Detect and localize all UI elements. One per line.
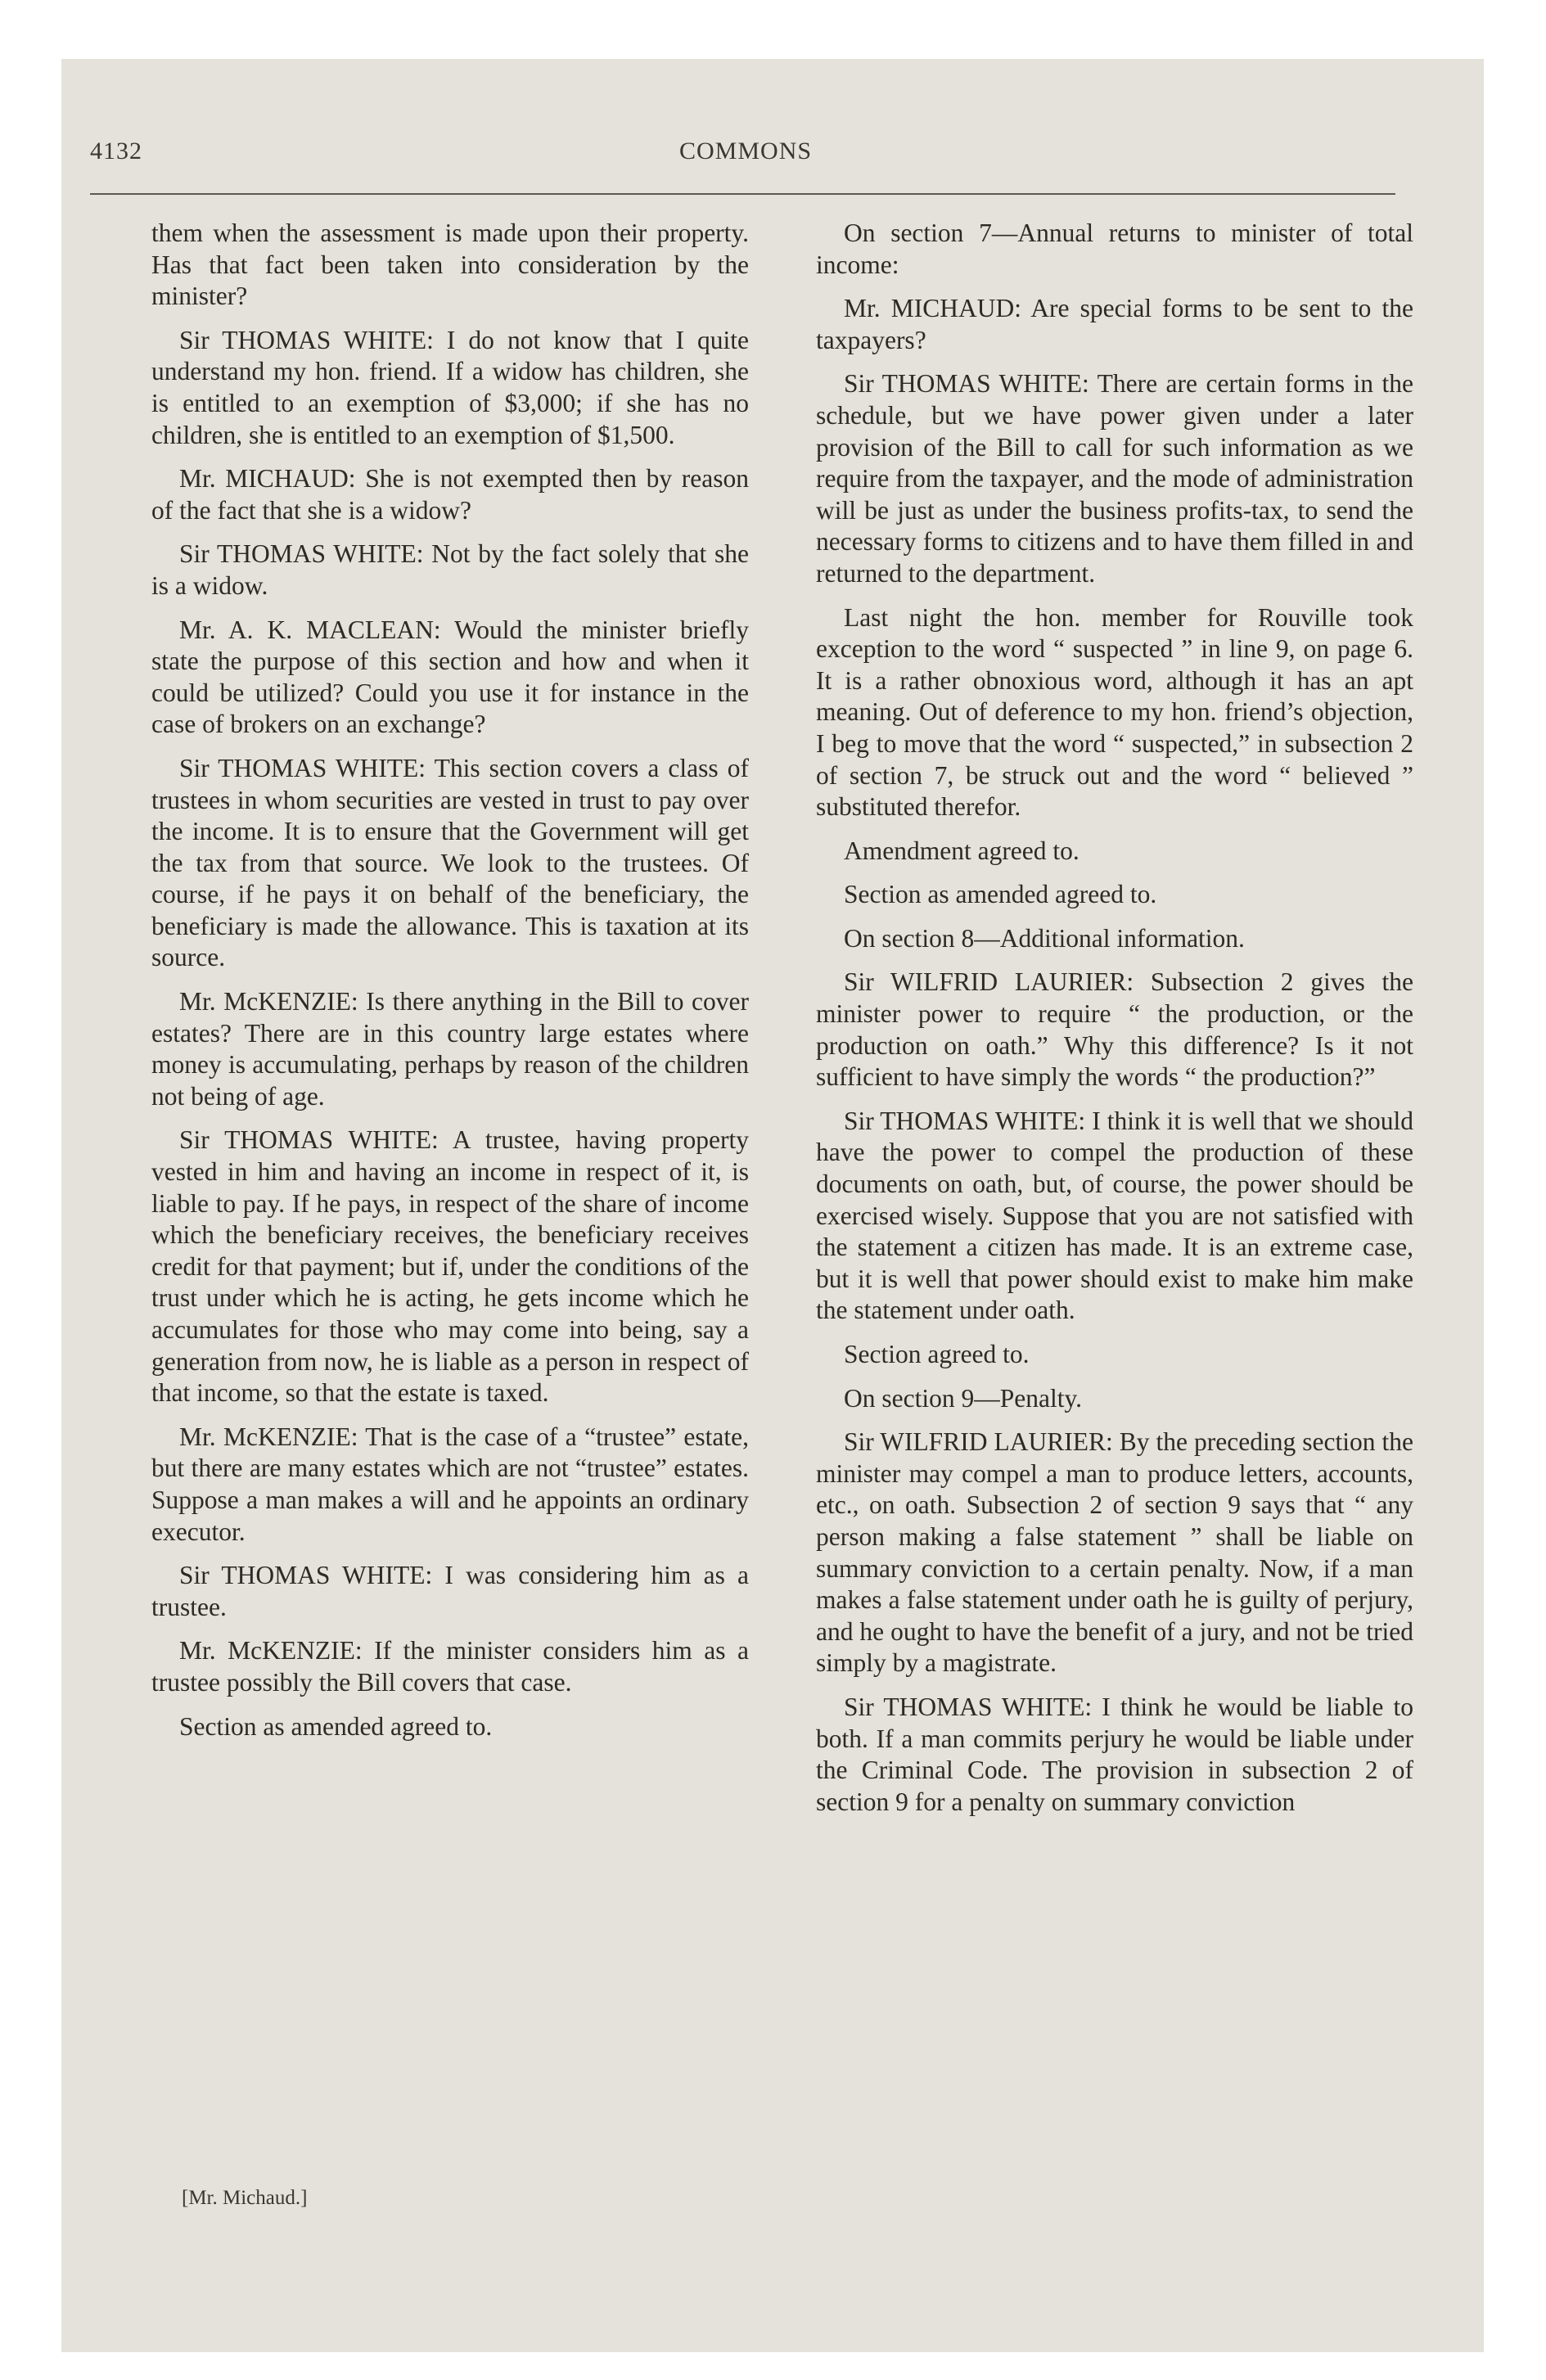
paragraph: Section as amended agreed to. [844,880,1157,909]
paragraph: Mr. MICHAUD: She is not exempted then by reason of the fact that she is a widow? [151,464,749,525]
paragraph: Sir THOMAS WHITE: I think it is well that we should have the power to compel the production of these documents on oath, but, of course, the power should be exercised wisely. Suppose that you are not satisfied with the statement a citizen has made. It is an extreme case, but it is well that power should exist to make him make the statement under oath. [816,1106,1413,1325]
paragraph: Sir THOMAS WHITE: There are certain forms in the schedule, but we have power given under a later provision of the Bill to call for such information as we require from the taxpayer, and the mode of administration will be just as under the business profits-tax, to send the necessary forms to citizens and to have them filled in and returned to the department. [816,369,1413,588]
paragraph: On section 7—Annual returns to minister of total income: [816,219,1413,279]
left-text-column [151,218,749,1755]
paragraph: Sir THOMAS WHITE: A trustee, having property vested in him and having an income in respect of it, is liable to pay. If he pays, in respect of the share of income which the beneficiary receives, the beneficiary receives credit for that payment; but if, under the conditions of the trust under which he is acting, he gets income which he accumulates for those who may come into being, say a generation from now, he is liable as a person in respect of that income, so that the estate is taxed. [151,1125,749,1408]
right-text-column [816,218,1413,1830]
paragraph: Sir THOMAS WHITE: Not by the fact solely that she is a widow. [151,539,749,600]
paragraph: Section agreed to. [844,1340,1030,1368]
paragraph: Sir THOMAS WHITE: I think he would be liable to both. If a man commits perjury he would be liable under the Criminal Code. The provision in subsection 2 of section 9 for a penalty on summary conviction [816,1692,1413,1816]
paragraph: Section as amended agreed to. [179,1711,493,1741]
paragraph: Sir THOMAS WHITE: I was considering him as a trustee. [151,1561,749,1621]
speaker-credit: [Mr. Michaud.] [182,2187,308,2209]
paragraph: Sir THOMAS WHITE: I do not know that I quite understand my hon. friend. If a widow has children, she is entitled to an exemption of $3,000; if she has no children, she is entitled to an exemption of $1,500. [151,325,749,449]
paragraph: Amendment agreed to. [844,836,1079,865]
paragraph: On section 9—Penalty. [844,1383,1083,1413]
paragraph: Mr. MICHAUD: Are special forms to be sent to the taxpayers? [816,294,1413,354]
header-rule [90,193,1395,195]
page-number: 4132 [90,137,142,165]
paragraph: Mr. A. K. MACLEAN: Would the minister briefly state the purpose of this section and how and when it could be utilized? Could you use it for instance in the case of brokers on an exchange? [151,615,749,739]
paragraph: Sir WILFRID LAURIER: Subsection 2 gives the minister power to require “ the production, or the production on oath.” Why this difference? Is it not sufficient to have simply the words “ the production?” [816,967,1413,1092]
page-header [90,137,1395,187]
paragraph: On section 8—Additional information. [844,923,1245,953]
paragraph: Mr. McKENZIE: If the minister considers him as a trustee possibly the Bill covers that case. [151,1636,749,1697]
paragraph: Sir THOMAS WHITE: This section covers a class of trustees in whom securities are vested in trust to pay over the income. It is to ensure that the Government will get the tax from that source. We look to the trustees. Of course, if he pays it on behalf of the beneficiary, the beneficiary is made the allowance. This is taxation at its source. [151,753,749,972]
running-head-title: COMMONS [679,137,813,165]
paragraph: them when the assessment is made upon their property. Has that fact been taken into consideration by the minister? [151,219,749,311]
paragraph: Mr. McKENZIE: That is the case of a “trustee” estate, but there are many estates which are not “trustee” estates. Suppose a man makes a will and he appoints an ordinary executor. [151,1422,749,1546]
paragraph: Last night the hon. member for Rouville took exception to the word “ suspected ” in line 9, on page 6. It is a rather obnoxious word, although it has an apt meaning. Out of deference to my hon. friend’s objection, I beg to move that the word “ suspected,” in subsection 2 of section 7, be struck out and the word “ believed ” substituted therefor. [816,602,1413,822]
paragraph: Mr. McKENZIE: Is there anything in the Bill to cover estates? There are in this country large estates where money is accumulating, perhaps by reason of the children not being of age. [151,987,749,1111]
paragraph: Sir WILFRID LAURIER: By the preceding section the minister may compel a man to produce letters, accounts, etc., on oath. Subsection 2 of section 9 says that “ any person making a false statement ” shall be liable on summary conviction to a certain penalty. Now, if a man makes a false statement under oath he is guilty of perjury, and he ought to have the benefit of a jury, and not be tried simply by a magistrate. [816,1427,1413,1678]
